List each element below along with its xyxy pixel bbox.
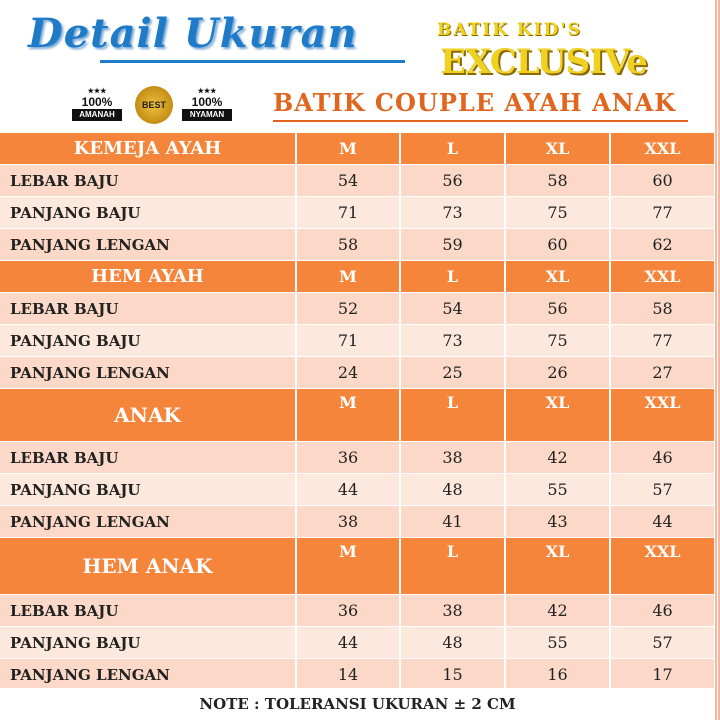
measure-value: 38 <box>400 595 505 627</box>
measure-value: 16 <box>505 659 610 691</box>
measure-value: 38 <box>400 442 505 474</box>
measure-value: 71 <box>296 197 400 229</box>
best-quality-seal: BEST <box>135 86 173 124</box>
measure-value: 42 <box>505 442 610 474</box>
measure-value: 48 <box>400 474 505 506</box>
measure-value: 46 <box>610 595 715 627</box>
measure-value: 54 <box>296 165 400 197</box>
measure-value: 44 <box>610 506 715 538</box>
measure-value: 58 <box>296 229 400 261</box>
size-header: XXL <box>610 538 715 595</box>
measure-label: PANJANG LENGAN <box>0 506 296 538</box>
tolerance-note: NOTE : TOLERANSI UKURAN ± 2 CM <box>0 688 715 720</box>
section-title: HEM ANAK <box>0 538 296 595</box>
table-row <box>0 595 715 627</box>
brand-line2: EXCLUSIVe <box>440 42 647 82</box>
size-header: L <box>400 389 505 442</box>
size-header: XXL <box>610 261 715 293</box>
section-header <box>0 389 715 442</box>
measure-label: PANJANG BAJU <box>0 197 296 229</box>
measure-label: PANJANG LENGAN <box>0 659 296 691</box>
measure-value: 25 <box>400 357 505 389</box>
measure-value: 62 <box>610 229 715 261</box>
measure-value: 44 <box>296 474 400 506</box>
measure-value: 71 <box>296 325 400 357</box>
measure-value: 15 <box>400 659 505 691</box>
measure-value: 60 <box>610 165 715 197</box>
size-header: M <box>296 538 400 595</box>
measure-value: 24 <box>296 357 400 389</box>
measure-value: 52 <box>296 293 400 325</box>
measure-label: PANJANG LENGAN <box>0 357 296 389</box>
measure-value: 36 <box>296 595 400 627</box>
subtitle-underline <box>273 120 688 122</box>
badge-label: AMANAH <box>72 109 122 121</box>
measure-value: 75 <box>505 325 610 357</box>
size-header: L <box>400 538 505 595</box>
table-row <box>0 506 715 538</box>
stars-icon: ★★★ <box>197 88 217 95</box>
size-header: XL <box>505 133 610 165</box>
table-row <box>0 325 715 357</box>
brand-line1: BATIK KID'S <box>437 20 582 40</box>
badge-percent: 100% <box>81 95 113 109</box>
measure-value: 59 <box>400 229 505 261</box>
measure-value: 57 <box>610 627 715 659</box>
measure-value: 36 <box>296 442 400 474</box>
measure-value: 46 <box>610 442 715 474</box>
measure-value: 14 <box>296 659 400 691</box>
section-title: KEMEJA AYAH <box>0 133 296 165</box>
size-header: XXL <box>610 389 715 442</box>
section-header <box>0 538 715 595</box>
measure-value: 26 <box>505 357 610 389</box>
measure-label: LEBAR BAJU <box>0 595 296 627</box>
size-header: XL <box>505 261 610 293</box>
measure-label: PANJANG LENGAN <box>0 229 296 261</box>
measure-value: 43 <box>505 506 610 538</box>
measure-value: 56 <box>505 293 610 325</box>
size-header: XL <box>505 538 610 595</box>
size-header: L <box>400 261 505 293</box>
section-header <box>0 133 715 165</box>
size-header: L <box>400 133 505 165</box>
measure-value: 55 <box>505 627 610 659</box>
size-header: M <box>296 389 400 442</box>
table-row <box>0 627 715 659</box>
measure-value: 17 <box>610 659 715 691</box>
nyaman-badge <box>182 88 232 124</box>
stars-icon: ★★★ <box>87 88 107 95</box>
measure-value: 57 <box>610 474 715 506</box>
amanah-badge <box>72 88 122 124</box>
measure-label: PANJANG BAJU <box>0 627 296 659</box>
measure-value: 60 <box>505 229 610 261</box>
measure-value: 44 <box>296 627 400 659</box>
table-row <box>0 357 715 389</box>
measure-value: 54 <box>400 293 505 325</box>
measure-value: 42 <box>505 595 610 627</box>
measure-value: 48 <box>400 627 505 659</box>
table-row <box>0 229 715 261</box>
measure-label: LEBAR BAJU <box>0 442 296 474</box>
section-header <box>0 261 715 293</box>
measure-value: 55 <box>505 474 610 506</box>
section-title: ANAK <box>0 389 296 442</box>
measure-value: 38 <box>296 506 400 538</box>
header <box>0 0 720 133</box>
size-header: M <box>296 133 400 165</box>
measure-value: 27 <box>610 357 715 389</box>
measure-label: LEBAR BAJU <box>0 165 296 197</box>
measure-label: LEBAR BAJU <box>0 293 296 325</box>
size-table <box>0 133 716 691</box>
title-underline <box>100 60 405 63</box>
measure-value: 73 <box>400 325 505 357</box>
badge-percent: 100% <box>191 95 223 109</box>
table-row <box>0 659 715 691</box>
measure-label: PANJANG BAJU <box>0 474 296 506</box>
measure-value: 58 <box>505 165 610 197</box>
table-row <box>0 165 715 197</box>
subtitle: BATIK COUPLE AYAH ANAK <box>273 88 677 117</box>
measure-value: 77 <box>610 197 715 229</box>
measure-value: 58 <box>610 293 715 325</box>
measure-value: 77 <box>610 325 715 357</box>
badge-label: NYAMAN <box>182 109 232 121</box>
size-header: M <box>296 261 400 293</box>
measure-label: PANJANG BAJU <box>0 325 296 357</box>
section-title: HEM AYAH <box>0 261 296 293</box>
page-title: Detail Ukuran <box>28 10 358 57</box>
border-line <box>715 0 717 720</box>
table-row <box>0 474 715 506</box>
measure-value: 41 <box>400 506 505 538</box>
table-row <box>0 197 715 229</box>
size-header: XXL <box>610 133 715 165</box>
table-row <box>0 293 715 325</box>
table-row <box>0 442 715 474</box>
measure-value: 75 <box>505 197 610 229</box>
size-header: XL <box>505 389 610 442</box>
measure-value: 73 <box>400 197 505 229</box>
measure-value: 56 <box>400 165 505 197</box>
